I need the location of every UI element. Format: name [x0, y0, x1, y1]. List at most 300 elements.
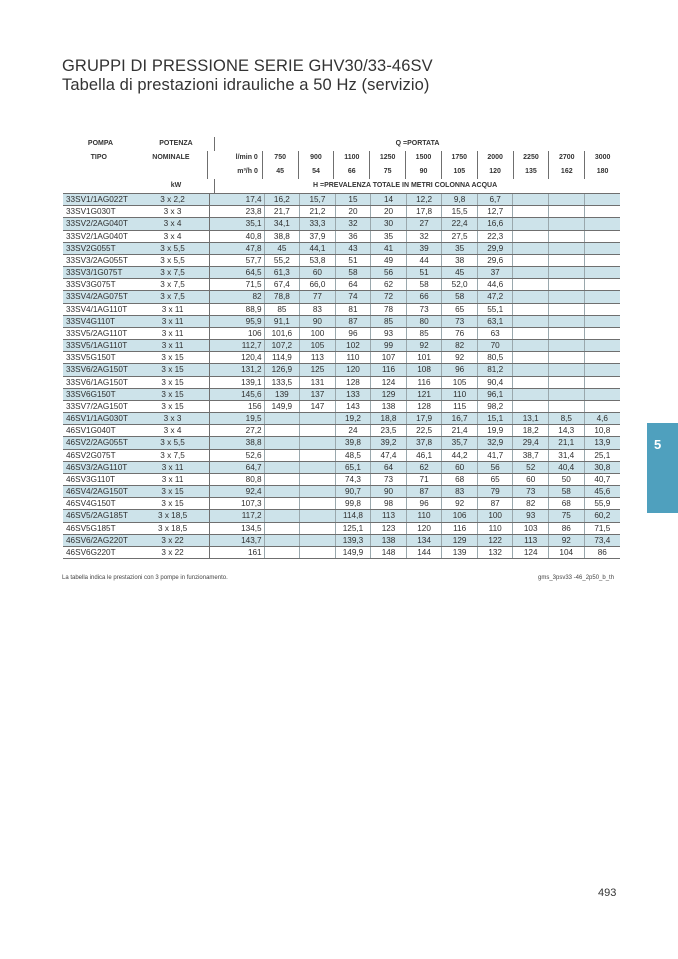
cell-value: 129	[442, 535, 478, 546]
cell-value: 78,8	[265, 291, 301, 302]
cell-value	[300, 462, 336, 473]
page-number: 493	[598, 887, 617, 899]
cell-value: 65	[442, 304, 478, 315]
table-row	[63, 547, 620, 559]
table-row	[63, 340, 620, 352]
cell-potenza: 3 x 15	[136, 486, 210, 497]
cell-value: 8,5	[549, 413, 585, 424]
cell-value: 137	[300, 389, 336, 400]
table-row	[63, 291, 620, 303]
cell-value	[585, 304, 621, 315]
table-row	[63, 450, 620, 462]
table-row	[63, 316, 620, 328]
cell-value: 19,9	[478, 425, 514, 436]
header-m3h-2: 66	[334, 165, 370, 179]
cell-value	[585, 316, 621, 327]
cell-value	[585, 267, 621, 278]
cell-value	[585, 243, 621, 254]
cell-value: 13,1	[513, 413, 549, 424]
cell-value: 65,1	[336, 462, 372, 473]
header-tipo: TIPO	[90, 154, 107, 161]
cell-value: 43	[336, 243, 372, 254]
cell-value: 138	[371, 401, 407, 412]
cell-value: 44	[407, 255, 443, 266]
cell-value: 47,4	[371, 450, 407, 461]
table-row	[63, 437, 620, 449]
cell-value: 92	[442, 352, 478, 363]
cell-value: 85	[265, 304, 301, 315]
cell-value	[300, 450, 336, 461]
cell-value: 60,2	[594, 511, 611, 521]
header-m3h-5: 105	[442, 165, 478, 179]
cell-value: 4,6	[596, 414, 608, 424]
cell-value	[265, 535, 301, 546]
cell-value: 133,5	[265, 377, 301, 388]
cell-value	[585, 340, 621, 351]
table-row	[63, 194, 620, 206]
cell-value	[513, 291, 549, 302]
cell-value	[513, 389, 549, 400]
cell-potenza: 3 x 15	[136, 352, 210, 363]
header-m3h-label: m³/h 0	[208, 165, 263, 179]
table-row	[63, 304, 620, 316]
header-kw: kW	[138, 179, 215, 193]
cell-value: 82	[513, 498, 549, 509]
cell-value: 18,8	[371, 413, 407, 424]
cell-value: 32	[407, 231, 443, 242]
cell-tipo: 33SV6/1AG150T	[66, 377, 128, 387]
cell-value: 92	[442, 498, 478, 509]
cell-value: 23,5	[371, 425, 407, 436]
header-lmin-0: 750	[263, 151, 299, 165]
cell-value: 131	[300, 377, 336, 388]
cell-value	[585, 206, 621, 217]
cell-value: 114,8	[336, 510, 372, 521]
cell-value: 16,2	[265, 194, 301, 205]
header-m3h-6: 120	[478, 165, 514, 179]
header-lmin-label: l/min 0	[208, 151, 263, 165]
cell-value: 24	[336, 425, 372, 436]
cell-value: 98,2	[478, 401, 514, 412]
cell-value: 19,2	[336, 413, 372, 424]
cell-value	[513, 218, 549, 229]
page-subtitle: Tabella di prestazioni idrauliche a 50 Hz (servizio)	[62, 76, 430, 94]
cell-value: 17,4	[210, 194, 265, 205]
cell-value: 40,7	[594, 474, 611, 484]
cell-potenza: 3 x 11	[136, 462, 210, 473]
header-nominale: NOMINALE	[135, 151, 209, 165]
cell-value: 107,3	[210, 498, 265, 509]
header-row-1	[63, 137, 620, 151]
cell-value	[549, 401, 585, 412]
cell-value: 108	[407, 364, 443, 375]
cell-value	[513, 279, 549, 290]
table-row	[63, 389, 620, 401]
cell-value	[585, 279, 621, 290]
cell-value	[513, 316, 549, 327]
cell-value	[549, 304, 585, 315]
cell-value: 70	[478, 340, 514, 351]
cell-value	[585, 231, 621, 242]
cell-tipo: 46SV5/2AG185T	[66, 511, 128, 521]
cell-potenza: 3 x 4	[136, 231, 210, 242]
cell-value: 67,4	[265, 279, 301, 290]
cell-tipo: 33SV4G110T	[66, 316, 116, 326]
cell-value: 92	[407, 340, 443, 351]
cell-value	[300, 413, 336, 424]
cell-value	[585, 401, 621, 412]
cell-tipo: 33SV1/1AG022T	[66, 195, 128, 204]
table-row	[63, 352, 620, 364]
header-lmin-3: 1250	[370, 151, 406, 165]
cell-tipo: 46SV4G150T	[66, 499, 116, 509]
cell-value: 120	[407, 523, 443, 534]
table-body	[63, 194, 620, 559]
cell-value: 27	[407, 218, 443, 229]
cell-value	[265, 413, 301, 424]
cell-value: 52	[513, 462, 549, 473]
cell-tipo: 33SV4/2AG075T	[66, 292, 128, 302]
cell-value: 41	[371, 243, 407, 254]
header-m3h-9: 180	[596, 168, 609, 175]
cell-value: 29,9	[478, 243, 514, 254]
cell-value: 128	[336, 377, 372, 388]
cell-value	[549, 218, 585, 229]
cell-value: 12,2	[407, 194, 443, 205]
header-q-portata: Q =PORTATA	[395, 140, 440, 147]
cell-potenza: 3 x 7,5	[136, 279, 210, 290]
cell-value	[549, 279, 585, 290]
table-row	[63, 377, 620, 389]
cell-potenza: 3 x 18,5	[136, 523, 210, 534]
cell-value: 105	[442, 377, 478, 388]
cell-value	[549, 243, 585, 254]
cell-value: 39,2	[371, 437, 407, 448]
cell-value	[300, 486, 336, 497]
cell-value	[585, 328, 621, 339]
cell-value: 112,7	[210, 340, 265, 351]
cell-value: 73,4	[594, 535, 611, 545]
cell-value: 14,3	[549, 425, 585, 436]
cell-value: 73	[442, 316, 478, 327]
cell-value: 37	[478, 267, 514, 278]
cell-value: 35,1	[210, 218, 265, 229]
table-row	[63, 255, 620, 267]
cell-value	[265, 498, 301, 509]
cell-value: 21,2	[300, 206, 336, 217]
cell-value: 100	[300, 328, 336, 339]
cell-value: 92	[549, 535, 585, 546]
cell-value: 96,1	[478, 389, 514, 400]
cell-tipo: 33SV4/1AG110T	[66, 304, 128, 314]
cell-value	[265, 474, 301, 485]
cell-value: 6,7	[478, 194, 514, 205]
cell-value: 143	[336, 401, 372, 412]
cell-value: 60	[442, 462, 478, 473]
cell-potenza: 3 x 3	[136, 206, 210, 217]
cell-value: 21,4	[442, 425, 478, 436]
cell-value: 106	[210, 328, 265, 339]
cell-value	[549, 316, 585, 327]
cell-value	[513, 267, 549, 278]
cell-tipo: 33SV6/2AG150T	[66, 365, 128, 375]
cell-value: 32	[336, 218, 372, 229]
cell-value: 38,7	[513, 450, 549, 461]
header-m3h-3: 75	[370, 165, 406, 179]
cell-value: 17,9	[407, 413, 443, 424]
cell-value: 44,1	[300, 243, 336, 254]
cell-value: 64	[371, 462, 407, 473]
cell-value: 87	[478, 498, 514, 509]
cell-value: 55,9	[594, 499, 611, 509]
cell-value	[513, 340, 549, 351]
cell-value: 60	[300, 267, 336, 278]
cell-tipo: 46SV6G220T	[66, 547, 116, 557]
cell-value	[549, 364, 585, 375]
cell-tipo: 46SV2G075T	[66, 450, 116, 460]
cell-value: 116	[407, 377, 443, 388]
cell-value: 52,0	[442, 279, 478, 290]
cell-value	[513, 328, 549, 339]
cell-potenza: 3 x 11	[136, 304, 210, 315]
cell-value: 124	[513, 547, 549, 558]
cell-value: 144	[407, 547, 443, 558]
cell-value: 105	[300, 340, 336, 351]
cell-value: 38	[442, 255, 478, 266]
cell-potenza: 3 x 5,5	[136, 437, 210, 448]
cell-value: 40,4	[549, 462, 585, 473]
cell-potenza: 3 x 5,5	[136, 255, 210, 266]
header-lmin-8: 2700	[549, 151, 585, 165]
header-m3h-1: 54	[299, 165, 335, 179]
cell-value: 90	[371, 486, 407, 497]
cell-value	[549, 255, 585, 266]
table-row	[63, 535, 620, 547]
cell-potenza: 3 x 18,5	[136, 510, 210, 521]
cell-value: 18,2	[513, 425, 549, 436]
cell-value: 30,8	[594, 462, 611, 472]
cell-value: 27,2	[210, 425, 265, 436]
cell-value: 83	[300, 304, 336, 315]
cell-value: 90	[300, 316, 336, 327]
cell-value: 139	[265, 389, 301, 400]
cell-value: 12,7	[478, 206, 514, 217]
cell-value: 120,4	[210, 352, 265, 363]
cell-value: 45,6	[594, 487, 611, 497]
cell-value: 99,8	[336, 498, 372, 509]
cell-value: 57,7	[210, 255, 265, 266]
cell-value: 115	[442, 401, 478, 412]
header-m3h-7: 135	[514, 165, 550, 179]
cell-value: 128	[407, 401, 443, 412]
cell-value: 121	[407, 389, 443, 400]
cell-value: 14	[371, 194, 407, 205]
cell-value	[585, 352, 621, 363]
cell-value: 100	[478, 510, 514, 521]
cell-value: 145,6	[210, 389, 265, 400]
cell-value: 80,5	[478, 352, 514, 363]
header-prevalenza: H =PREVALENZA TOTALE IN METRI COLONNA ACQUA	[313, 182, 498, 189]
cell-potenza: 3 x 7,5	[136, 267, 210, 278]
cell-value	[513, 206, 549, 217]
cell-value	[585, 255, 621, 266]
cell-value	[513, 364, 549, 375]
cell-value: 39	[407, 243, 443, 254]
cell-value: 37,9	[300, 231, 336, 242]
cell-value: 103	[513, 523, 549, 534]
cell-tipo: 46SV6/2AG220T	[66, 535, 128, 545]
cell-value: 113	[513, 535, 549, 546]
cell-value: 64,5	[210, 267, 265, 278]
cell-tipo: 46SV2/2AG055T	[66, 438, 128, 448]
cell-value: 22,3	[478, 231, 514, 242]
cell-value	[265, 523, 301, 534]
cell-value: 110	[336, 352, 372, 363]
cell-value: 32,9	[478, 437, 514, 448]
cell-value: 110	[442, 389, 478, 400]
cell-value	[513, 243, 549, 254]
cell-value: 51	[336, 255, 372, 266]
cell-value: 73	[371, 474, 407, 485]
cell-tipo: 33SV5G150T	[66, 353, 116, 363]
header-lmin-4: 1500	[406, 151, 442, 165]
cell-value: 82	[442, 340, 478, 351]
cell-value: 33,3	[300, 218, 336, 229]
cell-value	[265, 486, 301, 497]
header-m3h-0: 45	[263, 165, 299, 179]
cell-value: 129	[371, 389, 407, 400]
cell-value: 134,5	[210, 523, 265, 534]
header-lmin-6: 2000	[478, 151, 514, 165]
section-tab: 5	[647, 423, 678, 513]
cell-value: 50	[549, 474, 585, 485]
cell-value: 99	[371, 340, 407, 351]
cell-tipo: 33SV3/2AG055T	[66, 255, 128, 265]
cell-value: 49	[371, 255, 407, 266]
cell-value: 16,6	[478, 218, 514, 229]
cell-potenza: 3 x 15	[136, 364, 210, 375]
cell-value: 72	[371, 291, 407, 302]
cell-value: 15,5	[442, 206, 478, 217]
cell-value	[585, 218, 621, 229]
cell-tipo: 46SV5G185T	[66, 523, 116, 533]
cell-value	[549, 206, 585, 217]
cell-value: 96	[442, 364, 478, 375]
cell-value: 126,9	[265, 364, 301, 375]
cell-value: 55,1	[478, 304, 514, 315]
cell-value: 62	[371, 279, 407, 290]
cell-potenza: 3 x 3	[136, 413, 210, 424]
table-row	[63, 267, 620, 279]
cell-value: 79	[478, 486, 514, 497]
cell-value	[549, 291, 585, 302]
cell-value	[513, 255, 549, 266]
cell-value	[513, 352, 549, 363]
cell-tipo: 33SV3G075T	[66, 280, 116, 290]
cell-value: 66	[407, 291, 443, 302]
cell-tipo: 33SV1G030T	[66, 207, 116, 217]
cell-value: 51	[407, 267, 443, 278]
cell-value: 58	[336, 267, 372, 278]
cell-value: 15,1	[478, 413, 514, 424]
performance-table	[63, 137, 620, 559]
cell-value: 44,6	[478, 279, 514, 290]
cell-value: 52,6	[210, 450, 265, 461]
table-row	[63, 413, 620, 425]
cell-value	[265, 450, 301, 461]
cell-value: 38,8	[210, 437, 265, 448]
cell-value: 131,2	[210, 364, 265, 375]
cell-value: 66,0	[300, 279, 336, 290]
cell-value: 10,8	[594, 426, 611, 436]
cell-value: 41,7	[478, 450, 514, 461]
cell-value: 86	[597, 547, 607, 557]
cell-value	[300, 547, 336, 558]
header-lmin-1: 900	[299, 151, 335, 165]
cell-value: 71	[407, 474, 443, 485]
cell-value: 61,3	[265, 267, 301, 278]
cell-value: 15	[336, 194, 372, 205]
cell-value	[300, 474, 336, 485]
table-row	[63, 279, 620, 291]
cell-value: 9,8	[442, 194, 478, 205]
cell-potenza: 3 x 5,5	[136, 243, 210, 254]
cell-potenza: 3 x 15	[136, 401, 210, 412]
cell-value: 56	[478, 462, 514, 473]
cell-value: 124	[371, 377, 407, 388]
cell-value: 85	[407, 328, 443, 339]
cell-value: 71,5	[594, 523, 611, 533]
header-pompa: POMPA	[87, 140, 114, 147]
cell-value: 86	[549, 523, 585, 534]
cell-value: 114,9	[265, 352, 301, 363]
cell-value: 73	[513, 486, 549, 497]
cell-value: 35	[442, 243, 478, 254]
cell-tipo: 46SV4/2AG150T	[66, 487, 128, 497]
table-row	[63, 425, 620, 437]
cell-value: 64	[336, 279, 372, 290]
cell-value: 21,1	[549, 437, 585, 448]
cell-value: 101,6	[265, 328, 301, 339]
cell-value: 96	[407, 498, 443, 509]
cell-value: 34,1	[265, 218, 301, 229]
cell-value: 92,4	[210, 486, 265, 497]
cell-value: 17,8	[407, 206, 443, 217]
cell-potenza: 3 x 11	[136, 328, 210, 339]
cell-potenza: 3 x 11	[136, 316, 210, 327]
cell-value: 113	[371, 510, 407, 521]
cell-value: 62	[407, 462, 443, 473]
cell-value: 44,2	[442, 450, 478, 461]
cell-value: 47,2	[478, 291, 514, 302]
cell-potenza: 3 x 11	[136, 474, 210, 485]
table-row	[63, 328, 620, 340]
cell-value: 88,9	[210, 304, 265, 315]
cell-value: 36	[336, 231, 372, 242]
cell-value: 47,8	[210, 243, 265, 254]
cell-value: 37,8	[407, 437, 443, 448]
cell-value: 39,8	[336, 437, 372, 448]
cell-value: 132	[478, 547, 514, 558]
cell-value: 21,7	[265, 206, 301, 217]
cell-value: 102	[336, 340, 372, 351]
cell-value: 101	[407, 352, 443, 363]
cell-value: 90,4	[478, 377, 514, 388]
cell-value: 25,1	[594, 450, 611, 460]
cell-value	[585, 389, 621, 400]
cell-value: 122	[478, 535, 514, 546]
cell-value	[513, 194, 549, 205]
